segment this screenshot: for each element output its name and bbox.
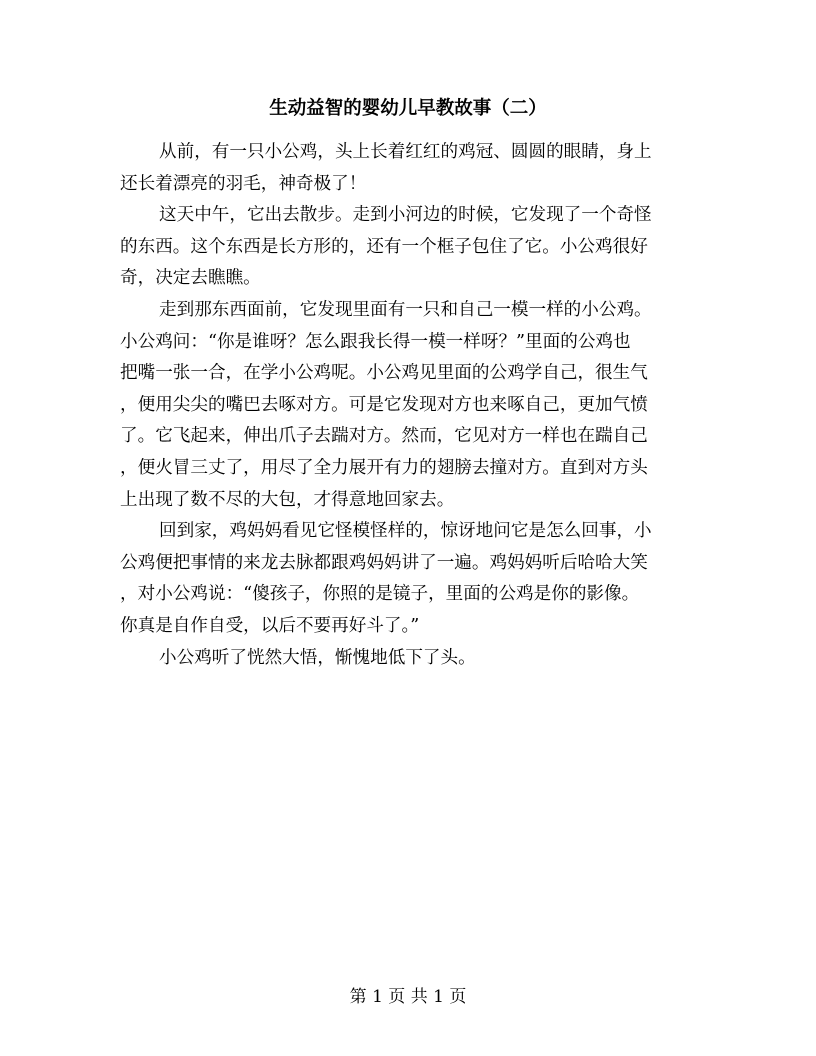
text-line: 这天中午，它出去散步。走到小河边的时候，它发现了一个奇怪	[159, 205, 652, 226]
text-line: 了。它飞起来，伸出爪子去踹对方。然而，它见对方一样也在踹自己	[120, 426, 648, 447]
text-line: 小公鸡听了恍然大悟，惭愧地低下了头。	[159, 647, 476, 668]
text-line: 把嘴一张一合，在学小公鸡呢。小公鸡见里面的公鸡学自己，很生气	[120, 363, 648, 384]
paragraph-3	[120, 295, 696, 516]
text-line: 从前，有一只小公鸡，头上长着红红的鸡冠、圆圆的眼睛，身上	[159, 142, 652, 162]
text-line: ，便用尖尖的嘴巴去啄对方。可是它发现对方也来啄自己，更加气愤	[120, 394, 648, 415]
text-line: ，便火冒三丈了，用尽了全力展开有力的翅膀去撞对方。直到对方头	[120, 457, 648, 478]
text-line: ，对小公鸡说：“傻孩子，你照的是镜子，里面的公鸡是你的影像。	[120, 584, 640, 605]
text-line: 的东西。这个东西是长方形的，还有一个框子包住了它。小公鸡很好	[120, 236, 648, 257]
text-line: 小公鸡问：“你是谁呀？怎么跟我长得一模一样呀？”里面的公鸡也	[120, 331, 631, 352]
text-line: 上出现了数不尽的大包，才得意地回家去。	[120, 489, 455, 510]
paragraph-2	[120, 200, 696, 295]
paragraph-5	[120, 643, 696, 675]
text-line: 公鸡便把事情的来龙去脉都跟鸡妈妈讲了一遍。鸡妈妈听后哈哈大笑	[120, 552, 648, 573]
paragraph-1	[120, 137, 696, 200]
text-line: 走到那东西面前，它发现里面有一只和自己一模一样的小公鸡。	[159, 299, 652, 320]
page-number-footer: 第 1 页 共 1 页	[349, 987, 467, 1007]
document-title: 生动益智的婴幼儿早教故事（二）	[269, 98, 547, 119]
document-body	[120, 137, 696, 674]
paragraph-4	[120, 516, 696, 642]
text-line: 奇，决定去瞧瞧。	[120, 268, 261, 289]
text-line: 回到家，鸡妈妈看见它怪模怪样的，惊讶地问它是怎么回事，小	[159, 521, 652, 542]
text-line: 还长着漂亮的羽毛，神奇极了！	[120, 173, 367, 194]
text-line: 你真是自作自受，以后不要再好斗了。”	[120, 615, 420, 636]
